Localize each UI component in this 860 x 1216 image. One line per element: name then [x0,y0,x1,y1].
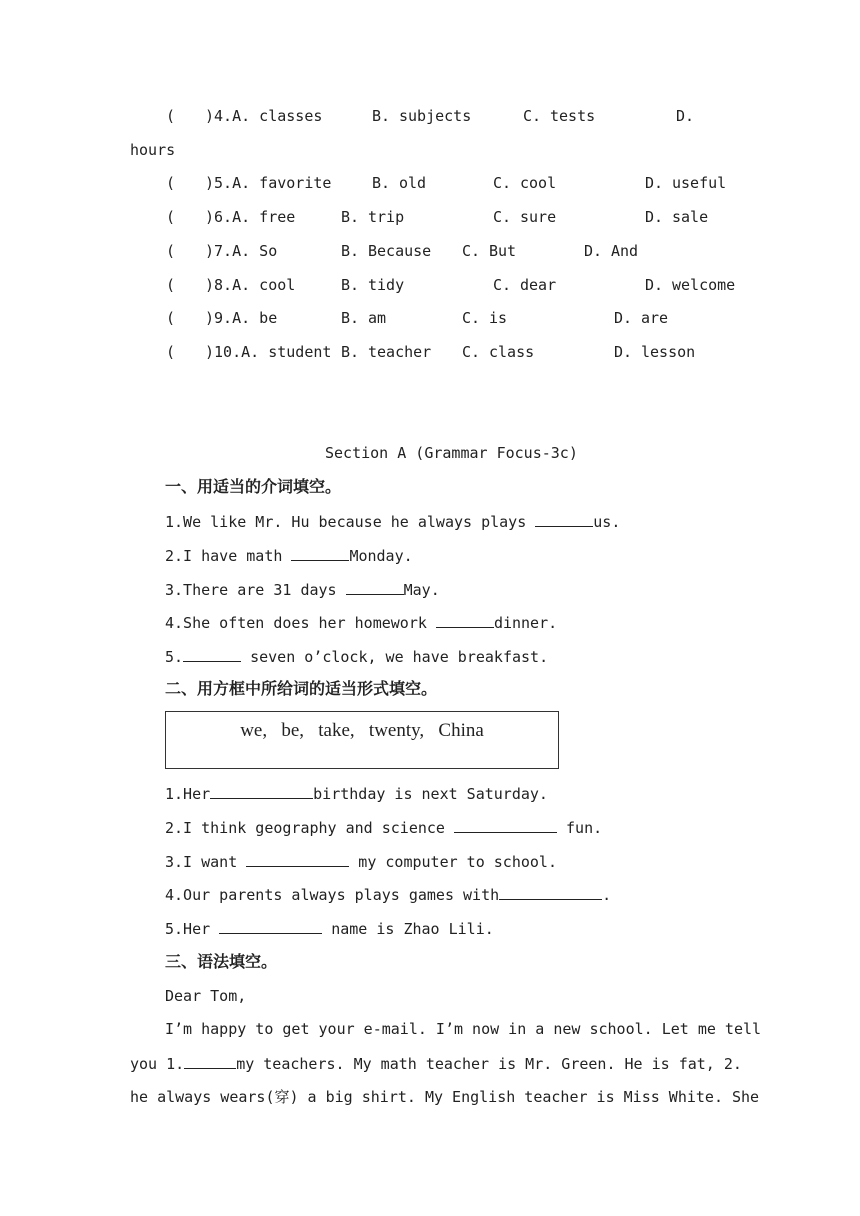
option-d-label: D. [645,174,664,192]
part1-item: 4.She often does her homework dinner. [165,614,558,632]
answer-blank[interactable] [499,884,602,900]
option-d-label: D. [584,242,603,260]
part3-heading: 三、语法填空。 [165,952,278,971]
part1-item: 1.We like Mr. Hu because he always plays us. [165,513,621,531]
option-b[interactable]: Because [368,242,432,260]
answer-blank[interactable] [346,579,404,595]
option-d[interactable]: sale [672,208,709,226]
option-c-label: C. [493,208,512,226]
option-c-label: C. [493,174,512,192]
part2-item: 2.I think geography and science fun. [165,819,603,837]
option-d[interactable]: And [611,242,639,260]
part1-item: 5. seven o’clock, we have breakfast. [165,648,549,666]
option-b[interactable]: trip [368,208,405,226]
letter-line: you 1. my teachers. My math teacher is Mr. Green. He is fat, 2. [130,1055,742,1073]
answer-paren[interactable]: ( [166,107,176,125]
answer-paren[interactable]: ( [166,174,176,192]
answer-paren[interactable]: ( [166,343,176,361]
word-box-words: we, be, take, twenty, China [240,720,484,741]
option-a[interactable]: )6.A. free [205,208,296,226]
answer-blank[interactable] [246,851,349,867]
option-c[interactable]: tests [550,107,596,125]
option-a[interactable]: )5.A. favorite [205,174,332,192]
part2-item: 1.Her birthday is next Saturday. [165,785,548,803]
answer-blank[interactable] [184,1053,236,1069]
option-b-label: B. [341,242,360,260]
letter-line: he always wears(穿) a big shirt. My English teacher is Miss White. She [130,1088,760,1106]
option-d[interactable]: lesson [641,343,696,361]
option-b-label: B. [341,276,360,294]
option-d-label: D. [645,208,664,226]
part1-item: 2.I have math Monday. [165,547,413,565]
option-b[interactable]: subjects [399,107,472,125]
option-c-label: C. [462,309,481,327]
answer-paren[interactable]: ( [166,276,176,294]
answer-blank[interactable] [183,646,241,662]
option-b[interactable]: tidy [368,276,405,294]
option-c-label: C. [523,107,542,125]
answer-blank[interactable] [219,918,322,934]
part2-item: 4.Our parents always plays games with . [165,886,612,904]
answer-blank[interactable] [454,817,557,833]
option-a[interactable]: )10.A. student [205,343,332,361]
answer-paren[interactable]: ( [166,242,176,260]
option-b-label: B. [341,343,360,361]
option-d[interactable]: are [641,309,669,327]
option-b[interactable]: am [368,309,387,327]
option-b[interactable]: teacher [368,343,432,361]
option-a[interactable]: )7.A. So [205,242,278,260]
answer-blank[interactable] [436,612,494,628]
option-d-label: D. [614,309,633,327]
answer-blank[interactable] [210,783,313,799]
option-b-label: B. [341,208,360,226]
letter-line: I’m happy to get your e-mail. I’m now in a new school. Let me tell [165,1020,762,1038]
option-d-label: D. [645,276,664,294]
option-d[interactable]: useful [672,174,727,192]
part2-item: 5.Her name is Zhao Lili. [165,920,494,938]
option-c-label: C. [493,276,512,294]
answer-blank[interactable] [535,511,593,527]
option-d[interactable]: hours [130,141,176,159]
option-b-label: B. [372,107,391,125]
answer-paren[interactable]: ( [166,208,176,226]
option-c[interactable]: But [489,242,517,260]
section-title: Section A (Grammar Focus-3c) [325,444,578,462]
letter-greeting: Dear Tom, [165,987,247,1005]
option-d[interactable]: welcome [672,276,736,294]
option-c-label: C. [462,242,481,260]
part2-heading: 二、用方框中所给词的适当形式填空。 [165,679,438,698]
word-box [165,711,559,769]
part1-heading: 一、用适当的介词填空。 [165,477,342,496]
option-c-label: C. [462,343,481,361]
option-c[interactable]: class [489,343,535,361]
option-c[interactable]: is [489,309,508,327]
answer-paren[interactable]: ( [166,309,176,327]
option-b[interactable]: old [399,174,427,192]
option-a[interactable]: )9.A. be [205,309,278,327]
option-d-label: D. [676,107,695,125]
part2-item: 3.I want my computer to school. [165,853,557,871]
option-a[interactable]: )8.A. cool [205,276,296,294]
option-b-label: B. [372,174,391,192]
answer-blank[interactable] [291,545,349,561]
part1-item: 3.There are 31 days May. [165,581,440,599]
option-b-label: B. [341,309,360,327]
option-d-label: D. [614,343,633,361]
option-c[interactable]: cool [520,174,557,192]
option-c[interactable]: dear [520,276,557,294]
option-c[interactable]: sure [520,208,557,226]
option-a[interactable]: )4.A. classes [205,107,323,125]
